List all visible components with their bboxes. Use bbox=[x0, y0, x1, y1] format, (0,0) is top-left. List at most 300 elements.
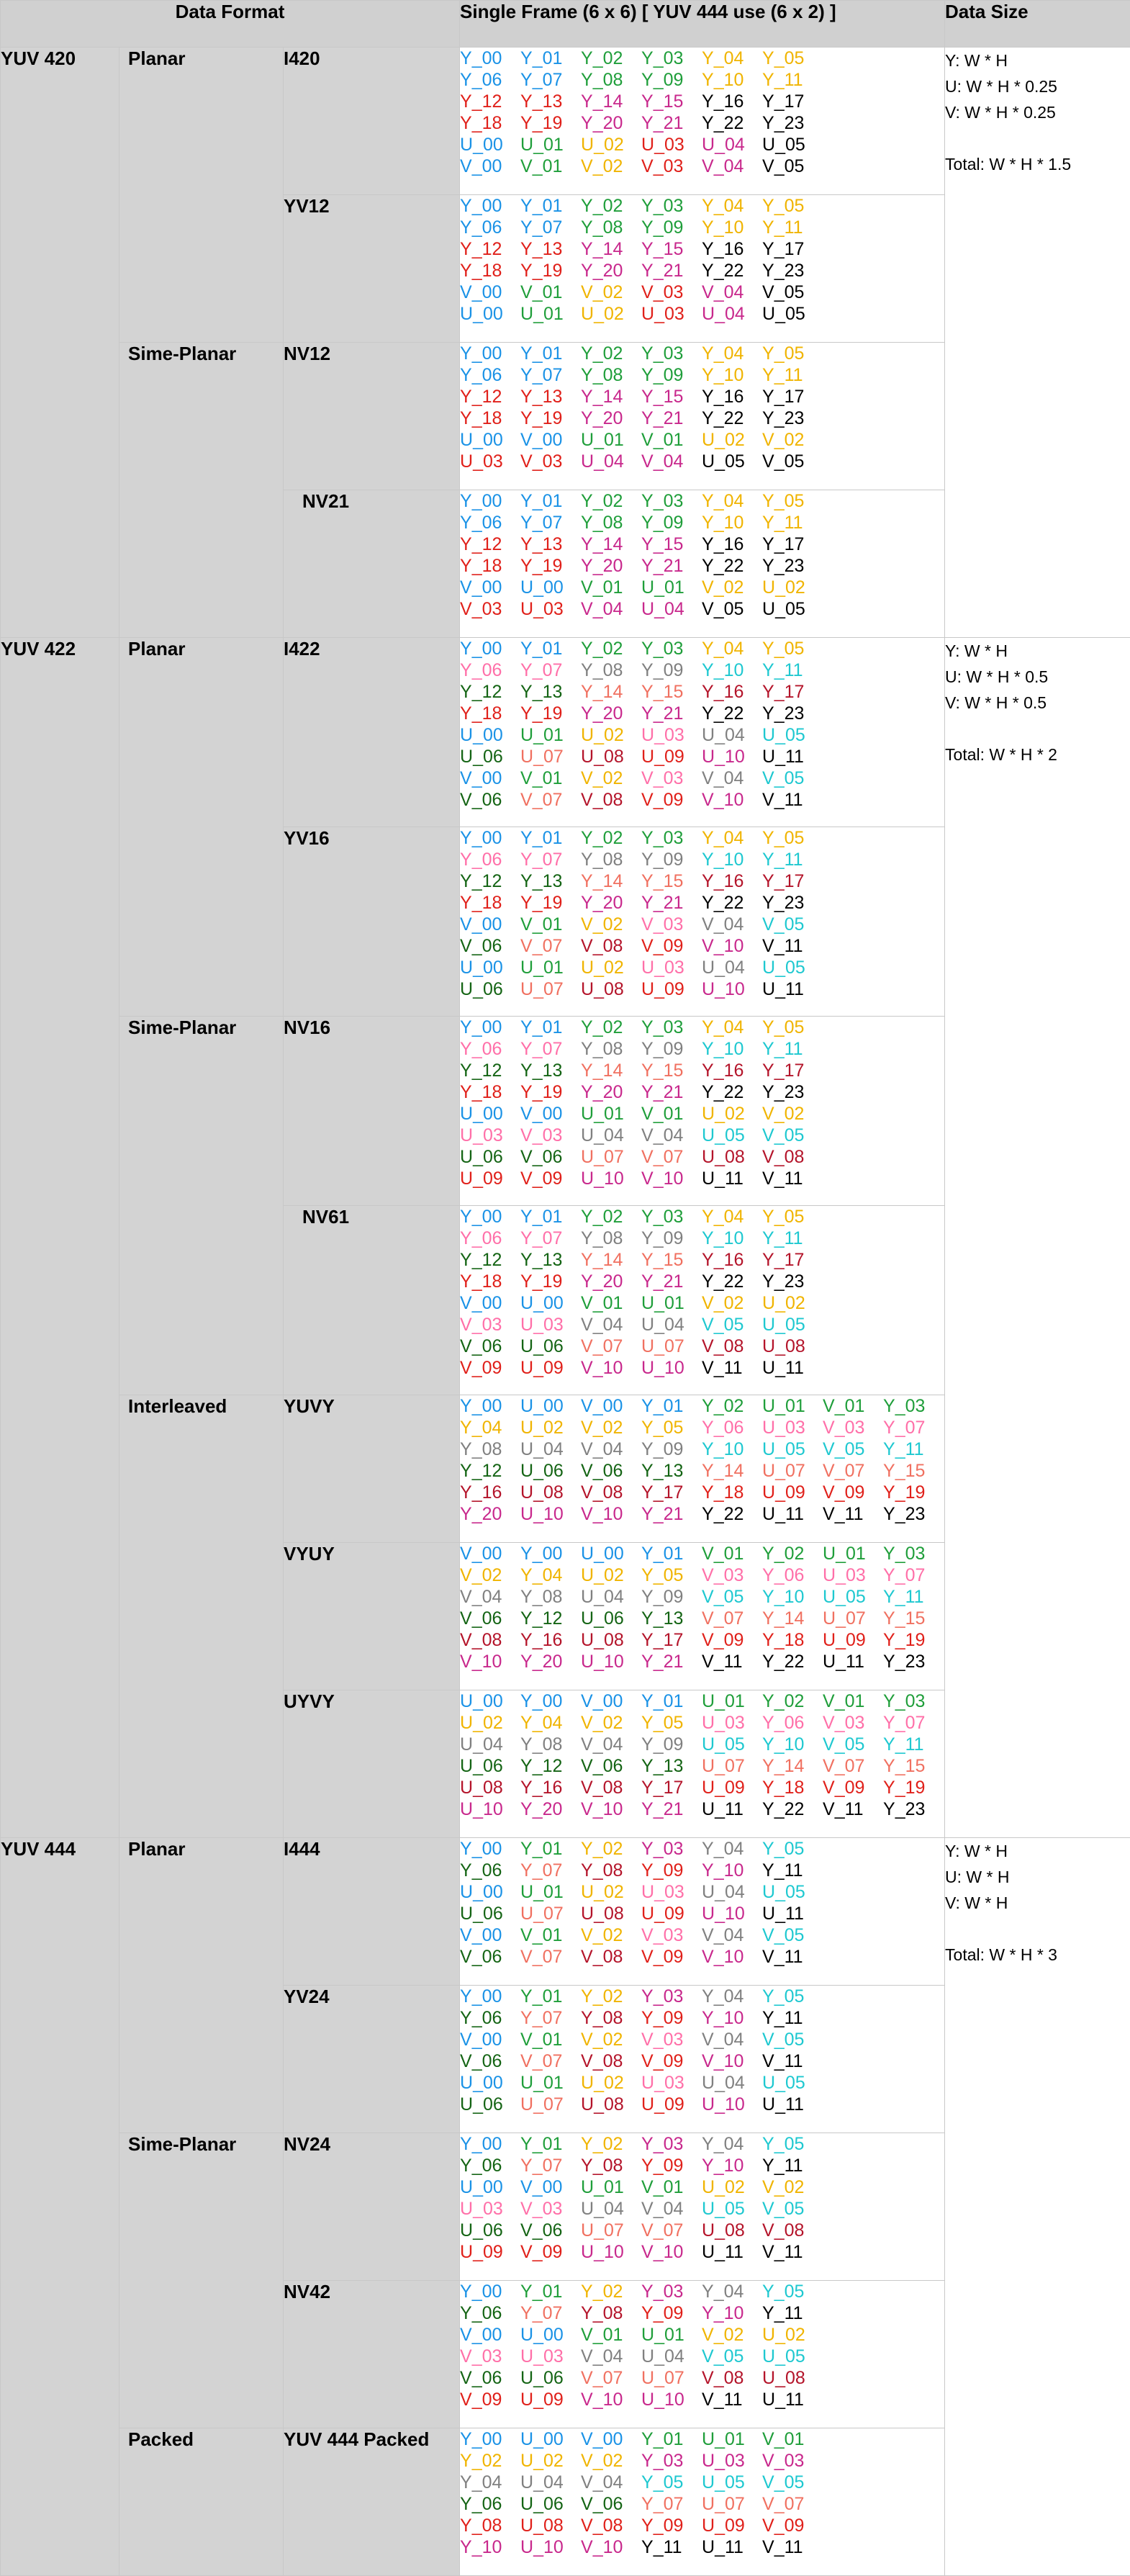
sample-row bbox=[460, 1629, 944, 1651]
sample-cell: U_07 bbox=[520, 1903, 581, 1924]
sample-cell: Y_16 bbox=[702, 1249, 762, 1271]
size-total: Total: W * H * 2 bbox=[945, 742, 1130, 767]
sample-cell: Y_03 bbox=[641, 490, 702, 512]
sample-row bbox=[460, 1249, 944, 1271]
sample-cell: Y_09 bbox=[641, 659, 702, 681]
sample-cell: Y_23 bbox=[762, 407, 823, 429]
sample-cell: U_10 bbox=[641, 2389, 702, 2410]
sample-row bbox=[460, 512, 944, 533]
sample-cell: U_01 bbox=[520, 724, 581, 746]
sample-cell: Y_17 bbox=[641, 1777, 702, 1798]
sample-cell: V_06 bbox=[460, 1608, 520, 1629]
sample-cell: U_07 bbox=[581, 2220, 641, 2241]
sample-cell: Y_20 bbox=[581, 1271, 641, 1292]
sample-cell: V_06 bbox=[460, 789, 520, 811]
sample-cell: Y_10 bbox=[702, 849, 762, 870]
sample-cell: V_01 bbox=[520, 767, 581, 789]
sample-cell: Y_03 bbox=[883, 1543, 944, 1564]
sample-cell: Y_20 bbox=[581, 703, 641, 724]
sample-cell: V_02 bbox=[762, 429, 823, 451]
sample-cell: U_11 bbox=[762, 1503, 823, 1525]
sample-cell: Y_18 bbox=[460, 112, 520, 134]
sample-cell: U_01 bbox=[520, 303, 581, 325]
sample-cell: U_00 bbox=[460, 957, 520, 978]
size-y: Y: W * H bbox=[945, 1838, 1130, 1864]
sample-cell: Y_04 bbox=[520, 1712, 581, 1734]
sample-cell: V_01 bbox=[581, 2324, 641, 2346]
sample-cell: Y_08 bbox=[581, 1860, 641, 1881]
sample-cell: Y_16 bbox=[702, 681, 762, 703]
sample-row bbox=[460, 2367, 944, 2389]
sample-cell: U_08 bbox=[581, 1629, 641, 1651]
sample-cell: V_04 bbox=[702, 1924, 762, 1946]
sample-cell: Y_19 bbox=[520, 407, 581, 429]
subtype-name: Sime-Planar bbox=[119, 1017, 284, 1395]
sample-row bbox=[460, 1564, 944, 1586]
sample-cell: Y_11 bbox=[762, 2155, 823, 2176]
sample-cell: Y_04 bbox=[702, 48, 762, 69]
format-name: NV42 bbox=[284, 2281, 460, 2428]
sample-cell: V_05 bbox=[762, 1125, 823, 1146]
sample-cell: Y_03 bbox=[641, 2281, 702, 2302]
sample-cell: U_09 bbox=[641, 1903, 702, 1924]
sample-cell: Y_22 bbox=[702, 1503, 762, 1525]
sample-cell: Y_04 bbox=[702, 1206, 762, 1228]
sample-cell: U_02 bbox=[520, 2450, 581, 2472]
sample-cell: U_09 bbox=[460, 1168, 520, 1189]
sample-cell: U_04 bbox=[702, 303, 762, 325]
sample-cell: Y_12 bbox=[460, 386, 520, 407]
sample-cell: Y_23 bbox=[883, 1503, 944, 1525]
sample-cell: Y_04 bbox=[702, 1838, 762, 1860]
sample-cell: Y_06 bbox=[460, 2155, 520, 2176]
sample-cell: Y_18 bbox=[460, 260, 520, 282]
header-single-frame: Single Frame (6 x 6) [ YUV 444 use (6 x 2) ] bbox=[460, 1, 945, 48]
sample-cell: Y_05 bbox=[762, 827, 823, 849]
sample-cell: Y_23 bbox=[883, 1651, 944, 1672]
sample-cell: Y_06 bbox=[762, 1712, 823, 1734]
sample-cell: V_05 bbox=[762, 282, 823, 303]
sample-row bbox=[460, 134, 944, 156]
sample-cell: Y_18 bbox=[460, 407, 520, 429]
sample-cell: Y_17 bbox=[762, 238, 823, 260]
sample-row bbox=[460, 1103, 944, 1125]
sample-cell: U_04 bbox=[581, 1125, 641, 1146]
sample-cell: Y_08 bbox=[581, 217, 641, 238]
sample-cell: V_05 bbox=[762, 767, 823, 789]
sample-cell: V_03 bbox=[520, 2198, 581, 2220]
sample-cell: V_07 bbox=[702, 1608, 762, 1629]
sample-row bbox=[460, 555, 944, 577]
sample-cell: U_06 bbox=[520, 1336, 581, 1357]
sample-cell: V_04 bbox=[581, 1314, 641, 1336]
sample-cell: Y_15 bbox=[883, 1608, 944, 1629]
sample-row bbox=[460, 238, 944, 260]
sample-cell: U_01 bbox=[823, 1543, 883, 1564]
sample-cell: U_05 bbox=[762, 1438, 823, 1460]
sample-grid bbox=[460, 827, 944, 1000]
sample-cell: V_10 bbox=[702, 2050, 762, 2072]
sample-cell: V_00 bbox=[460, 1924, 520, 1946]
sample-cell: V_10 bbox=[702, 1946, 762, 1968]
sample-cell: Y_12 bbox=[460, 238, 520, 260]
sample-cell: V_01 bbox=[520, 1924, 581, 1946]
sample-cell: U_07 bbox=[762, 1460, 823, 1482]
sample-cell: V_05 bbox=[823, 1438, 883, 1460]
sample-row bbox=[460, 1271, 944, 1292]
frame-layout bbox=[460, 1690, 945, 1838]
sample-cell: V_10 bbox=[581, 2536, 641, 2558]
sample-cell: Y_00 bbox=[460, 1017, 520, 1038]
sample-cell: V_07 bbox=[823, 1755, 883, 1777]
sample-cell: U_11 bbox=[762, 746, 823, 767]
subtype-name: Sime-Planar bbox=[119, 343, 284, 638]
sample-cell: Y_03 bbox=[641, 1017, 702, 1038]
sample-cell: Y_00 bbox=[460, 638, 520, 659]
sample-cell: Y_11 bbox=[883, 1586, 944, 1608]
sample-cell: Y_05 bbox=[762, 343, 823, 364]
sample-row bbox=[460, 1206, 944, 1228]
sample-cell: Y_08 bbox=[581, 2302, 641, 2324]
sample-cell: Y_02 bbox=[581, 1206, 641, 1228]
sample-cell: V_09 bbox=[520, 2241, 581, 2263]
sample-row bbox=[460, 91, 944, 112]
sample-cell: U_05 bbox=[702, 451, 762, 472]
sample-row bbox=[460, 1438, 944, 1460]
sample-cell: U_03 bbox=[641, 1881, 702, 1903]
sample-row bbox=[460, 2198, 944, 2220]
sample-grid bbox=[460, 1206, 944, 1379]
size-v: V: W * H bbox=[945, 1890, 1130, 1916]
sample-cell: Y_11 bbox=[762, 849, 823, 870]
sample-cell: U_04 bbox=[581, 1586, 641, 1608]
sample-row bbox=[460, 1924, 944, 1946]
sample-cell: Y_07 bbox=[520, 2155, 581, 2176]
sample-cell: U_03 bbox=[460, 451, 520, 472]
size-total: Total: W * H * 1.5 bbox=[945, 151, 1130, 177]
sample-cell: Y_22 bbox=[702, 555, 762, 577]
sample-cell: Y_01 bbox=[641, 2428, 702, 2450]
sample-cell: U_04 bbox=[641, 2346, 702, 2367]
sample-cell: U_02 bbox=[762, 1292, 823, 1314]
sample-cell: U_08 bbox=[581, 1903, 641, 1924]
size-u: U: W * H bbox=[945, 1864, 1130, 1890]
sample-cell: Y_09 bbox=[641, 1734, 702, 1755]
sample-row bbox=[460, 386, 944, 407]
sample-cell: Y_21 bbox=[641, 1798, 702, 1820]
size-v: V: W * H * 0.5 bbox=[945, 690, 1130, 716]
sample-row bbox=[460, 1903, 944, 1924]
sample-cell: Y_07 bbox=[520, 1228, 581, 1249]
sample-cell: V_10 bbox=[581, 2389, 641, 2410]
sample-cell: U_00 bbox=[460, 1881, 520, 1903]
sample-cell: V_10 bbox=[581, 1357, 641, 1379]
sample-cell: Y_16 bbox=[520, 1629, 581, 1651]
sample-cell: U_07 bbox=[702, 2493, 762, 2515]
sample-cell: Y_05 bbox=[762, 195, 823, 217]
sample-cell: V_00 bbox=[520, 429, 581, 451]
header-data-format: Data Format bbox=[1, 1, 460, 48]
sample-cell: Y_07 bbox=[520, 2007, 581, 2029]
sample-row bbox=[460, 451, 944, 472]
data-size-cell bbox=[945, 1838, 1130, 2576]
sample-cell: Y_06 bbox=[762, 1564, 823, 1586]
frame-layout bbox=[460, 1543, 945, 1690]
sample-row bbox=[460, 681, 944, 703]
sample-row bbox=[460, 112, 944, 134]
sample-cell: U_01 bbox=[520, 134, 581, 156]
frame-layout bbox=[460, 343, 945, 490]
sample-cell: Y_17 bbox=[762, 386, 823, 407]
sample-cell: Y_11 bbox=[762, 1228, 823, 1249]
frame-layout bbox=[460, 638, 945, 827]
sample-cell: V_02 bbox=[581, 282, 641, 303]
sample-cell: Y_13 bbox=[520, 681, 581, 703]
sample-cell: U_03 bbox=[641, 134, 702, 156]
sample-cell: V_11 bbox=[762, 1946, 823, 1968]
sample-cell: V_03 bbox=[460, 598, 520, 620]
sample-cell: Y_22 bbox=[702, 407, 762, 429]
sample-cell: U_10 bbox=[460, 1798, 520, 1820]
sample-cell: Y_14 bbox=[581, 1060, 641, 1081]
sample-cell: V_01 bbox=[702, 1543, 762, 1564]
sample-cell: V_09 bbox=[823, 1777, 883, 1798]
sample-cell: V_04 bbox=[702, 282, 762, 303]
sample-row bbox=[460, 2493, 944, 2515]
sample-cell: Y_07 bbox=[883, 1417, 944, 1438]
sample-cell: U_06 bbox=[520, 2367, 581, 2389]
sample-cell: U_09 bbox=[641, 2094, 702, 2115]
sample-row bbox=[460, 1395, 944, 1417]
sample-cell: Y_11 bbox=[762, 217, 823, 238]
sample-cell: Y_09 bbox=[641, 2515, 702, 2536]
sample-cell: Y_17 bbox=[762, 870, 823, 892]
sample-cell: Y_09 bbox=[641, 2155, 702, 2176]
sample-cell: Y_11 bbox=[762, 512, 823, 533]
sample-row bbox=[460, 1734, 944, 1755]
sample-cell: V_03 bbox=[460, 1314, 520, 1336]
sample-cell: Y_12 bbox=[520, 1608, 581, 1629]
sample-row bbox=[460, 703, 944, 724]
sample-row bbox=[460, 2155, 944, 2176]
sample-cell: U_00 bbox=[520, 577, 581, 598]
sample-grid bbox=[460, 1395, 944, 1525]
sample-cell: Y_13 bbox=[641, 1608, 702, 1629]
sample-cell: Y_18 bbox=[460, 555, 520, 577]
sample-cell: U_03 bbox=[702, 1712, 762, 1734]
sample-cell: Y_02 bbox=[581, 2281, 641, 2302]
sample-cell: Y_13 bbox=[641, 1755, 702, 1777]
sample-cell: Y_04 bbox=[702, 343, 762, 364]
sample-cell: Y_16 bbox=[460, 1482, 520, 1503]
sample-cell: U_06 bbox=[460, 1903, 520, 1924]
sample-cell: U_11 bbox=[762, 1357, 823, 1379]
sample-cell: Y_09 bbox=[641, 2302, 702, 2324]
sample-cell: Y_03 bbox=[641, 48, 702, 69]
sample-cell: Y_20 bbox=[520, 1798, 581, 1820]
sample-cell: Y_06 bbox=[460, 217, 520, 238]
sample-cell: Y_15 bbox=[641, 386, 702, 407]
sample-cell: Y_21 bbox=[641, 112, 702, 134]
sample-cell: U_00 bbox=[460, 429, 520, 451]
sample-cell: V_11 bbox=[762, 2536, 823, 2558]
sample-row bbox=[460, 2472, 944, 2493]
sample-row bbox=[460, 1417, 944, 1438]
sample-cell: Y_03 bbox=[883, 1690, 944, 1712]
sample-cell: V_04 bbox=[641, 2198, 702, 2220]
sample-cell: Y_20 bbox=[581, 407, 641, 429]
sample-cell: U_08 bbox=[520, 2515, 581, 2536]
sample-cell: Y_00 bbox=[460, 1395, 520, 1417]
format-name: YV16 bbox=[284, 827, 460, 1017]
sample-cell: U_02 bbox=[581, 957, 641, 978]
frame-layout bbox=[460, 2133, 945, 2281]
sample-cell: U_02 bbox=[581, 134, 641, 156]
sample-cell: Y_11 bbox=[762, 1860, 823, 1881]
sample-cell: Y_20 bbox=[581, 260, 641, 282]
sample-cell: Y_10 bbox=[762, 1734, 823, 1755]
sample-row bbox=[460, 1146, 944, 1168]
sample-cell: Y_17 bbox=[762, 681, 823, 703]
sample-cell: U_08 bbox=[581, 746, 641, 767]
sample-cell: Y_08 bbox=[581, 364, 641, 386]
sample-cell: Y_16 bbox=[702, 238, 762, 260]
sample-cell: Y_10 bbox=[702, 69, 762, 91]
sample-cell: Y_06 bbox=[702, 1417, 762, 1438]
size-v: V: W * H * 0.25 bbox=[945, 99, 1130, 125]
sample-cell: Y_04 bbox=[702, 2281, 762, 2302]
sample-cell: Y_09 bbox=[641, 69, 702, 91]
sample-cell: Y_06 bbox=[460, 2302, 520, 2324]
sample-cell: U_07 bbox=[520, 746, 581, 767]
sample-row bbox=[460, 577, 944, 598]
size-u: U: W * H * 0.25 bbox=[945, 73, 1130, 99]
sample-cell: Y_07 bbox=[520, 69, 581, 91]
sample-cell: V_04 bbox=[581, 2472, 641, 2493]
sample-cell: Y_19 bbox=[883, 1482, 944, 1503]
sample-cell: Y_18 bbox=[460, 892, 520, 914]
sample-row bbox=[460, 1060, 944, 1081]
sample-cell: Y_09 bbox=[641, 2007, 702, 2029]
sample-cell: Y_06 bbox=[460, 1860, 520, 1881]
sample-cell: U_03 bbox=[641, 2072, 702, 2094]
data-size-cell bbox=[945, 48, 1130, 638]
sample-row bbox=[460, 1543, 944, 1564]
frame-layout bbox=[460, 1017, 945, 1206]
sample-row bbox=[460, 1460, 944, 1482]
sample-cell: Y_18 bbox=[460, 703, 520, 724]
sample-grid bbox=[460, 638, 944, 811]
sample-cell: V_04 bbox=[581, 598, 641, 620]
sample-cell: Y_19 bbox=[520, 112, 581, 134]
sample-cell: U_05 bbox=[762, 724, 823, 746]
sample-row bbox=[460, 2072, 944, 2094]
sample-row bbox=[460, 429, 944, 451]
sample-cell: U_04 bbox=[581, 2198, 641, 2220]
sample-cell: V_02 bbox=[581, 1924, 641, 1946]
sample-cell: U_03 bbox=[520, 2346, 581, 2367]
sample-cell: V_05 bbox=[702, 1586, 762, 1608]
sample-row bbox=[460, 767, 944, 789]
sample-cell: V_07 bbox=[581, 2367, 641, 2389]
sample-cell: V_02 bbox=[581, 2029, 641, 2050]
format-row bbox=[1, 638, 1130, 827]
sample-cell: V_05 bbox=[823, 1734, 883, 1755]
sample-row bbox=[460, 1125, 944, 1146]
sample-cell: V_10 bbox=[702, 789, 762, 811]
sample-cell: U_11 bbox=[702, 1798, 762, 1820]
sample-cell: V_00 bbox=[460, 1292, 520, 1314]
sample-row bbox=[460, 1608, 944, 1629]
sample-cell: Y_05 bbox=[762, 638, 823, 659]
sample-cell: Y_07 bbox=[520, 1038, 581, 1060]
sample-cell: V_04 bbox=[581, 1734, 641, 1755]
subtype-name: Planar bbox=[119, 1838, 284, 2133]
sample-cell: Y_00 bbox=[520, 1690, 581, 1712]
sample-cell: V_01 bbox=[823, 1690, 883, 1712]
sample-cell: U_04 bbox=[460, 1734, 520, 1755]
sample-cell: Y_01 bbox=[520, 1986, 581, 2007]
sample-cell: V_09 bbox=[641, 935, 702, 957]
sample-row bbox=[460, 1986, 944, 2007]
sample-cell: Y_17 bbox=[762, 91, 823, 112]
sample-cell: V_02 bbox=[762, 1103, 823, 1125]
sample-cell: Y_05 bbox=[762, 490, 823, 512]
sample-cell: V_07 bbox=[641, 1146, 702, 1168]
sample-grid bbox=[460, 1543, 944, 1672]
sample-cell: Y_06 bbox=[460, 512, 520, 533]
sample-cell: U_10 bbox=[581, 2241, 641, 2263]
sample-cell: Y_05 bbox=[762, 1986, 823, 2007]
sample-row bbox=[460, 2428, 944, 2450]
sample-cell: Y_10 bbox=[702, 2007, 762, 2029]
sample-cell: V_07 bbox=[520, 789, 581, 811]
sample-cell: Y_15 bbox=[641, 681, 702, 703]
sample-cell: Y_19 bbox=[520, 555, 581, 577]
sample-cell: Y_17 bbox=[762, 1060, 823, 1081]
sample-row bbox=[460, 2176, 944, 2198]
frame-layout bbox=[460, 2428, 945, 2576]
sample-cell: Y_13 bbox=[641, 1460, 702, 1482]
format-name: VYUY bbox=[284, 1543, 460, 1690]
format-name: I444 bbox=[284, 1838, 460, 1986]
sample-row bbox=[460, 2094, 944, 2115]
subtype-name: Packed bbox=[119, 2428, 284, 2576]
sample-cell: U_03 bbox=[460, 1125, 520, 1146]
sample-cell: Y_14 bbox=[762, 1608, 823, 1629]
sample-cell: Y_17 bbox=[641, 1629, 702, 1651]
sample-cell: Y_05 bbox=[762, 1206, 823, 1228]
sample-cell: Y_22 bbox=[702, 260, 762, 282]
sample-cell: U_11 bbox=[762, 978, 823, 1000]
sample-cell: Y_02 bbox=[702, 1395, 762, 1417]
sample-cell: V_11 bbox=[762, 1168, 823, 1189]
sample-cell: Y_07 bbox=[520, 217, 581, 238]
sample-row bbox=[460, 1690, 944, 1712]
sample-cell: V_06 bbox=[581, 1755, 641, 1777]
sample-cell: V_04 bbox=[702, 914, 762, 935]
sample-cell: U_07 bbox=[702, 1755, 762, 1777]
sample-cell: U_05 bbox=[762, 2072, 823, 2094]
sample-cell: V_11 bbox=[702, 2389, 762, 2410]
sample-cell: Y_05 bbox=[762, 48, 823, 69]
sample-cell: U_10 bbox=[702, 746, 762, 767]
sample-row bbox=[460, 746, 944, 767]
sample-cell: Y_04 bbox=[702, 638, 762, 659]
sample-row bbox=[460, 1336, 944, 1357]
sample-cell: Y_09 bbox=[641, 217, 702, 238]
format-name: I420 bbox=[284, 48, 460, 195]
